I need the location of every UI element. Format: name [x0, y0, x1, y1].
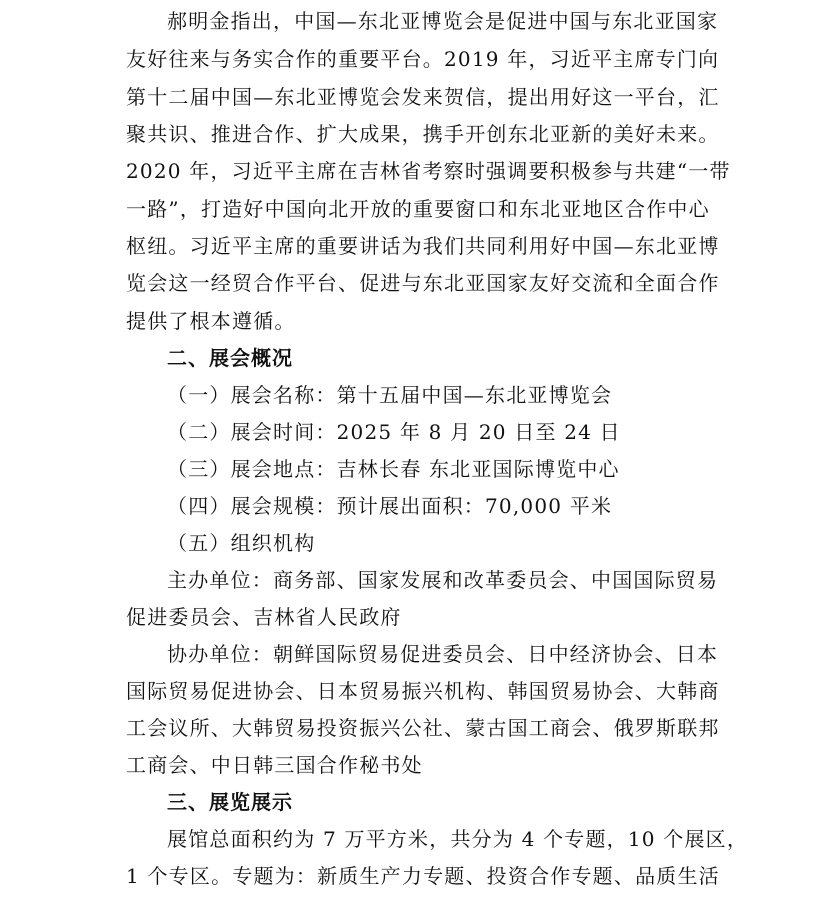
paragraph1-line: 第十二届中国—东北亚博览会发来贺信，提出用好这一平台，汇 — [126, 85, 720, 109]
list-item: （四）展会规模：预计展出面积：70,000 平米 — [167, 494, 613, 518]
paragraph1-line: 2020 年，习近平主席在吉林省考察时强调要积极参与共建“一带 — [126, 159, 731, 183]
co-organizers-line: 协办单位：朝鲜国际贸易促进委员会、日中经济协会、日本 — [167, 642, 719, 666]
co-organizers-line: 工商会、中日韩三国合作秘书处 — [126, 753, 423, 777]
paragraph1-line: 枢纽。习近平主席的重要讲话为我们共同利用好中国—东北亚博 — [126, 234, 720, 258]
list-item: （五）组织机构 — [167, 531, 316, 555]
hosts-line: 主办单位：商务部、国家发展和改革委员会、中国国际贸易 — [167, 568, 719, 592]
paragraph1-line: 一路”，打造好中国向北开放的重要窗口和东北亚地区合作中心 — [126, 197, 710, 221]
section3-line: 1 个专区。专题为：新质生产力专题、投资合作专题、品质生活 — [126, 864, 720, 888]
paragraph1-line: 聚共识、推进合作、扩大成果，携手开创东北亚新的美好未来。 — [126, 122, 720, 146]
paragraph1-line: 提供了根本遵循。 — [126, 309, 296, 333]
section-heading: 三、展览展示 — [167, 790, 293, 814]
paragraph1-line: 郝明金指出，中国—东北亚博览会是促进中国与东北亚国家 — [167, 9, 719, 33]
list-item: （一）展会名称：第十五届中国—东北亚博览会 — [167, 383, 613, 407]
paragraph1-line: 友好往来与务实合作的重要平台。2019 年，习近平主席专门向 — [126, 47, 720, 71]
hosts-line: 促进委员会、吉林省人民政府 — [126, 605, 402, 629]
co-organizers-line: 工会议所、大韩贸易投资振兴公社、蒙古国工商会、俄罗斯联邦 — [126, 716, 720, 740]
section-heading: 二、展会概况 — [167, 346, 293, 370]
co-organizers-line: 国际贸易促进协会、日本贸易振兴机构、韩国贸易协会、大韩商 — [126, 679, 720, 703]
list-item: （二）展会时间：2025 年 8 月 20 日至 24 日 — [167, 420, 621, 444]
list-item: （三）展会地点：吉林长春 东北亚国际博览中心 — [167, 457, 620, 481]
section3-line: 展馆总面积约为 7 万平方米，共分为 4 个专题，10 个展区， — [167, 827, 749, 851]
paragraph1-line: 览会这一经贸合作平台、促进与东北亚国家友好交流和全面合作 — [126, 271, 720, 295]
